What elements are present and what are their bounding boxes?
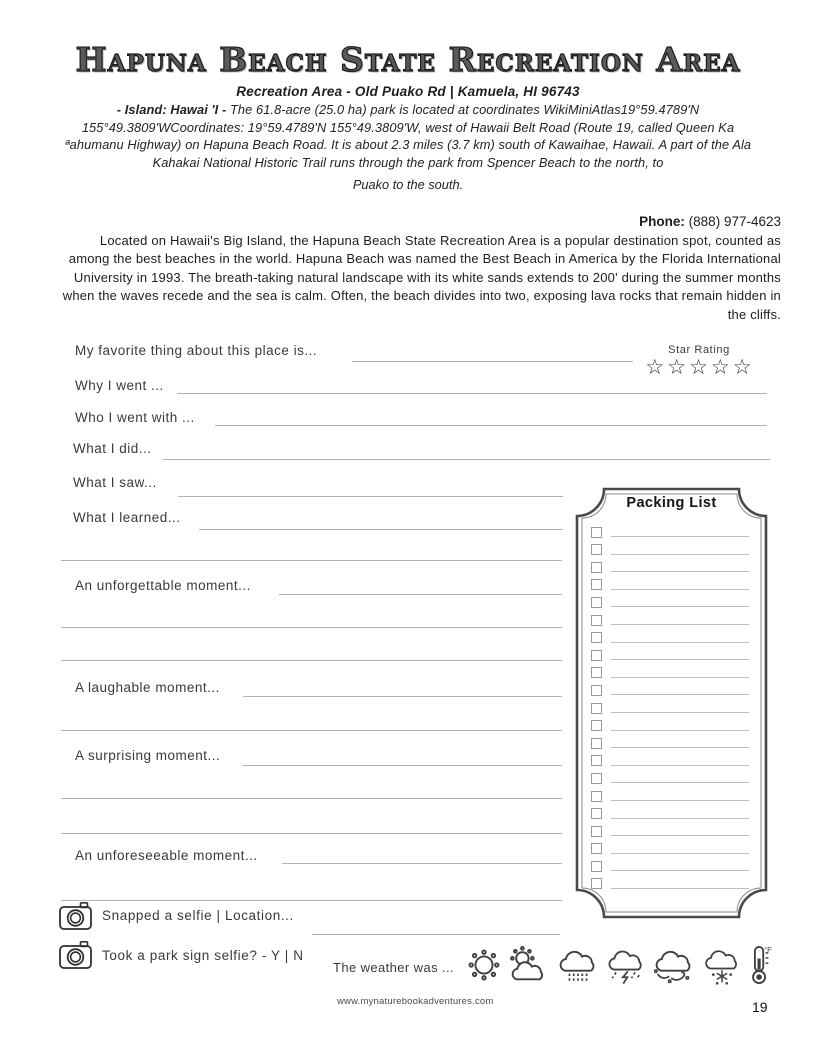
star-rating-label: Star Rating [668, 344, 730, 356]
packing-writing-line[interactable] [611, 712, 749, 713]
phone-row [639, 214, 781, 229]
star-icon[interactable]: ☆ [732, 355, 755, 379]
star-icon[interactable]: ☆ [710, 355, 733, 379]
writing-line[interactable] [61, 798, 562, 799]
rainy-icon[interactable] [555, 945, 601, 985]
prompt-laughable: A laughable moment... [75, 680, 220, 695]
packing-list-row [591, 661, 749, 679]
packing-list-row [591, 643, 749, 661]
packing-writing-line[interactable] [611, 800, 749, 801]
unforgettable-writing-line[interactable] [279, 594, 562, 595]
address-subtitle: Recreation Area - Old Puako Rd | Kamuela, HI 96743 [236, 84, 580, 99]
packing-writing-line[interactable] [611, 571, 749, 572]
packing-checkbox[interactable] [591, 615, 602, 626]
description-last-line: Puako to the south. [352, 177, 464, 192]
packing-checkbox[interactable] [591, 738, 602, 749]
packing-checkbox[interactable] [591, 878, 602, 889]
packing-list-title: Packing List [626, 495, 717, 511]
writing-line[interactable] [61, 900, 562, 901]
packing-writing-line[interactable] [611, 747, 749, 748]
packing-writing-line[interactable] [611, 694, 749, 695]
packing-list-row [591, 749, 749, 767]
saw-writing-line[interactable] [178, 496, 563, 497]
packing-list-row [591, 854, 749, 872]
packing-list-row [591, 590, 749, 608]
partly-cloudy-icon[interactable] [507, 945, 553, 985]
packing-list-row [591, 520, 749, 538]
website-url: www.mynaturebookadventures.com [337, 996, 494, 1007]
snowy-icon[interactable] [699, 945, 745, 985]
packing-checkbox[interactable] [591, 826, 602, 837]
star-icon[interactable]: ☆ [667, 355, 690, 379]
park-sign-selfie-label: Took a park sign selfie? - Y | N [102, 948, 304, 963]
prompt-saw: What I saw... [73, 475, 157, 490]
packing-list-row [591, 872, 749, 890]
surprising-writing-line[interactable] [243, 765, 562, 766]
about-paragraph: Located on Hawaii's Big Island, the Hapuna Beach State Recreation Area is a popular destination spot, counted as among the best beaches in the world. Hapuna Beach was named the Best Beach in America by the Florida International University in 1993. The breath-taking natural landscape with its white sands extends to 200' during the summer months when the waves recede and the sea is calm. Often, the beach divides into two, exposing lava rocks that remain hidden in the cliffs. [62, 233, 781, 322]
packing-list-row [591, 766, 749, 784]
writing-line[interactable] [61, 660, 562, 661]
packing-list-row [591, 784, 749, 802]
packing-checkbox[interactable] [591, 632, 602, 643]
packing-writing-line[interactable] [611, 677, 749, 678]
packing-checkbox[interactable] [591, 685, 602, 696]
packing-writing-line[interactable] [611, 536, 749, 537]
prompt-why: Why I went ... [75, 378, 164, 393]
packing-checkbox[interactable] [591, 667, 602, 678]
packing-checkbox[interactable] [591, 544, 602, 555]
stormy-icon[interactable] [603, 945, 649, 985]
packing-writing-line[interactable] [611, 765, 749, 766]
packing-list-row [591, 555, 749, 573]
packing-list-box [572, 484, 771, 922]
packing-checkbox[interactable] [591, 703, 602, 714]
camera-icon [58, 901, 93, 931]
star-icon[interactable]: ☆ [689, 355, 711, 379]
packing-list-row [591, 802, 749, 820]
weather-icon-row [463, 942, 781, 988]
packing-list-row [591, 573, 749, 591]
star-rating-stars [645, 356, 755, 378]
packing-writing-line[interactable] [611, 782, 749, 783]
packing-checkbox[interactable] [591, 791, 602, 802]
packing-writing-line[interactable] [611, 835, 749, 836]
prompt-favorite: My favorite thing about this place is... [75, 343, 318, 358]
packing-writing-line[interactable] [611, 589, 749, 590]
packing-checkbox[interactable] [591, 755, 602, 766]
writing-line[interactable] [61, 833, 562, 834]
packing-checkbox[interactable] [591, 562, 602, 573]
prompt-unforeseeable: An unforeseeable moment... [75, 848, 258, 863]
page-title: Hapuna Beach State Recreation Area [75, 40, 741, 79]
packing-list-row [591, 626, 749, 644]
description-text: The 61.8-acre (25.0 ha) park is located at coordinates WikiMiniAtlas19°59.4789'N 155°49.3809'WCoordinates: 19°59.4789'N 155°49.3809'W, west of Hawaii Belt Road (Route 19, called Queen Ka ªahumanu Highway) on Hapuna Beach Road. It is about 2.3 miles (3.7 km) south of Kawaihae, Hawaii. A part of the Ala Kahakai National Historic Trail runs through the park from Spencer Beach to the north, to [64, 102, 752, 170]
packing-checkbox[interactable] [591, 579, 602, 590]
location-writing-line[interactable] [312, 934, 560, 935]
packing-writing-line[interactable] [611, 888, 749, 889]
packing-checkbox[interactable] [591, 527, 602, 538]
packing-writing-line[interactable] [611, 870, 749, 871]
packing-list-row [591, 731, 749, 749]
packing-writing-line[interactable] [611, 642, 749, 643]
packing-writing-line[interactable] [611, 554, 749, 555]
packing-writing-line[interactable] [611, 730, 749, 731]
packing-list-rows [591, 520, 749, 889]
writing-line[interactable] [61, 730, 562, 731]
packing-checkbox[interactable] [591, 808, 602, 819]
packing-checkbox[interactable] [591, 720, 602, 731]
packing-list-row [591, 696, 749, 714]
learned-writing-line[interactable] [199, 529, 563, 530]
prompt-unforgettable: An unforgettable moment... [75, 578, 251, 593]
favorite-writing-line[interactable] [352, 361, 633, 362]
why-writing-line[interactable] [177, 393, 767, 394]
did-writing-line[interactable] [163, 459, 770, 460]
page-number: 19 [752, 999, 768, 1015]
phone-number: (888) 977-4623 [688, 214, 781, 229]
temperature-icon[interactable] [747, 944, 773, 986]
star-icon[interactable]: ☆ [645, 355, 668, 379]
packing-checkbox[interactable] [591, 597, 602, 608]
writing-line[interactable] [61, 627, 562, 628]
writing-line[interactable] [61, 560, 562, 561]
phone-label: Phone: [639, 214, 685, 229]
packing-checkbox[interactable] [591, 861, 602, 872]
island-label: - Island: Hawai 'I - [116, 102, 227, 117]
who-writing-line[interactable] [215, 425, 767, 426]
packing-checkbox[interactable] [591, 773, 602, 784]
prompt-surprising: A surprising moment... [75, 748, 221, 763]
prompt-did: What I did... [73, 441, 152, 456]
packing-checkbox[interactable] [591, 650, 602, 661]
prompt-learned: What I learned... [73, 510, 181, 525]
selfie-location-label: Snapped a selfie | Location... [102, 908, 294, 923]
packing-checkbox[interactable] [591, 843, 602, 854]
packing-writing-line[interactable] [611, 624, 749, 625]
packing-list-row [591, 837, 749, 855]
packing-list-row [591, 714, 749, 732]
camera-icon [58, 940, 93, 970]
packing-writing-line[interactable] [611, 606, 749, 607]
packing-list-row [591, 538, 749, 556]
packing-list-row [591, 608, 749, 626]
windy-icon[interactable] [651, 945, 697, 985]
prompt-who: Who I went with ... [75, 410, 195, 425]
laughable-writing-line[interactable] [243, 696, 562, 697]
packing-writing-line[interactable] [611, 818, 749, 819]
unforeseeable-writing-line[interactable] [282, 863, 562, 864]
packing-writing-line[interactable] [611, 853, 749, 854]
weather-label: The weather was ... [333, 960, 455, 975]
sunny-icon[interactable] [463, 946, 505, 984]
packing-list-row [591, 678, 749, 696]
packing-writing-line[interactable] [611, 659, 749, 660]
svg-text:°F: °F [764, 945, 772, 954]
park-description [55, 101, 761, 171]
packing-list-row [591, 819, 749, 837]
